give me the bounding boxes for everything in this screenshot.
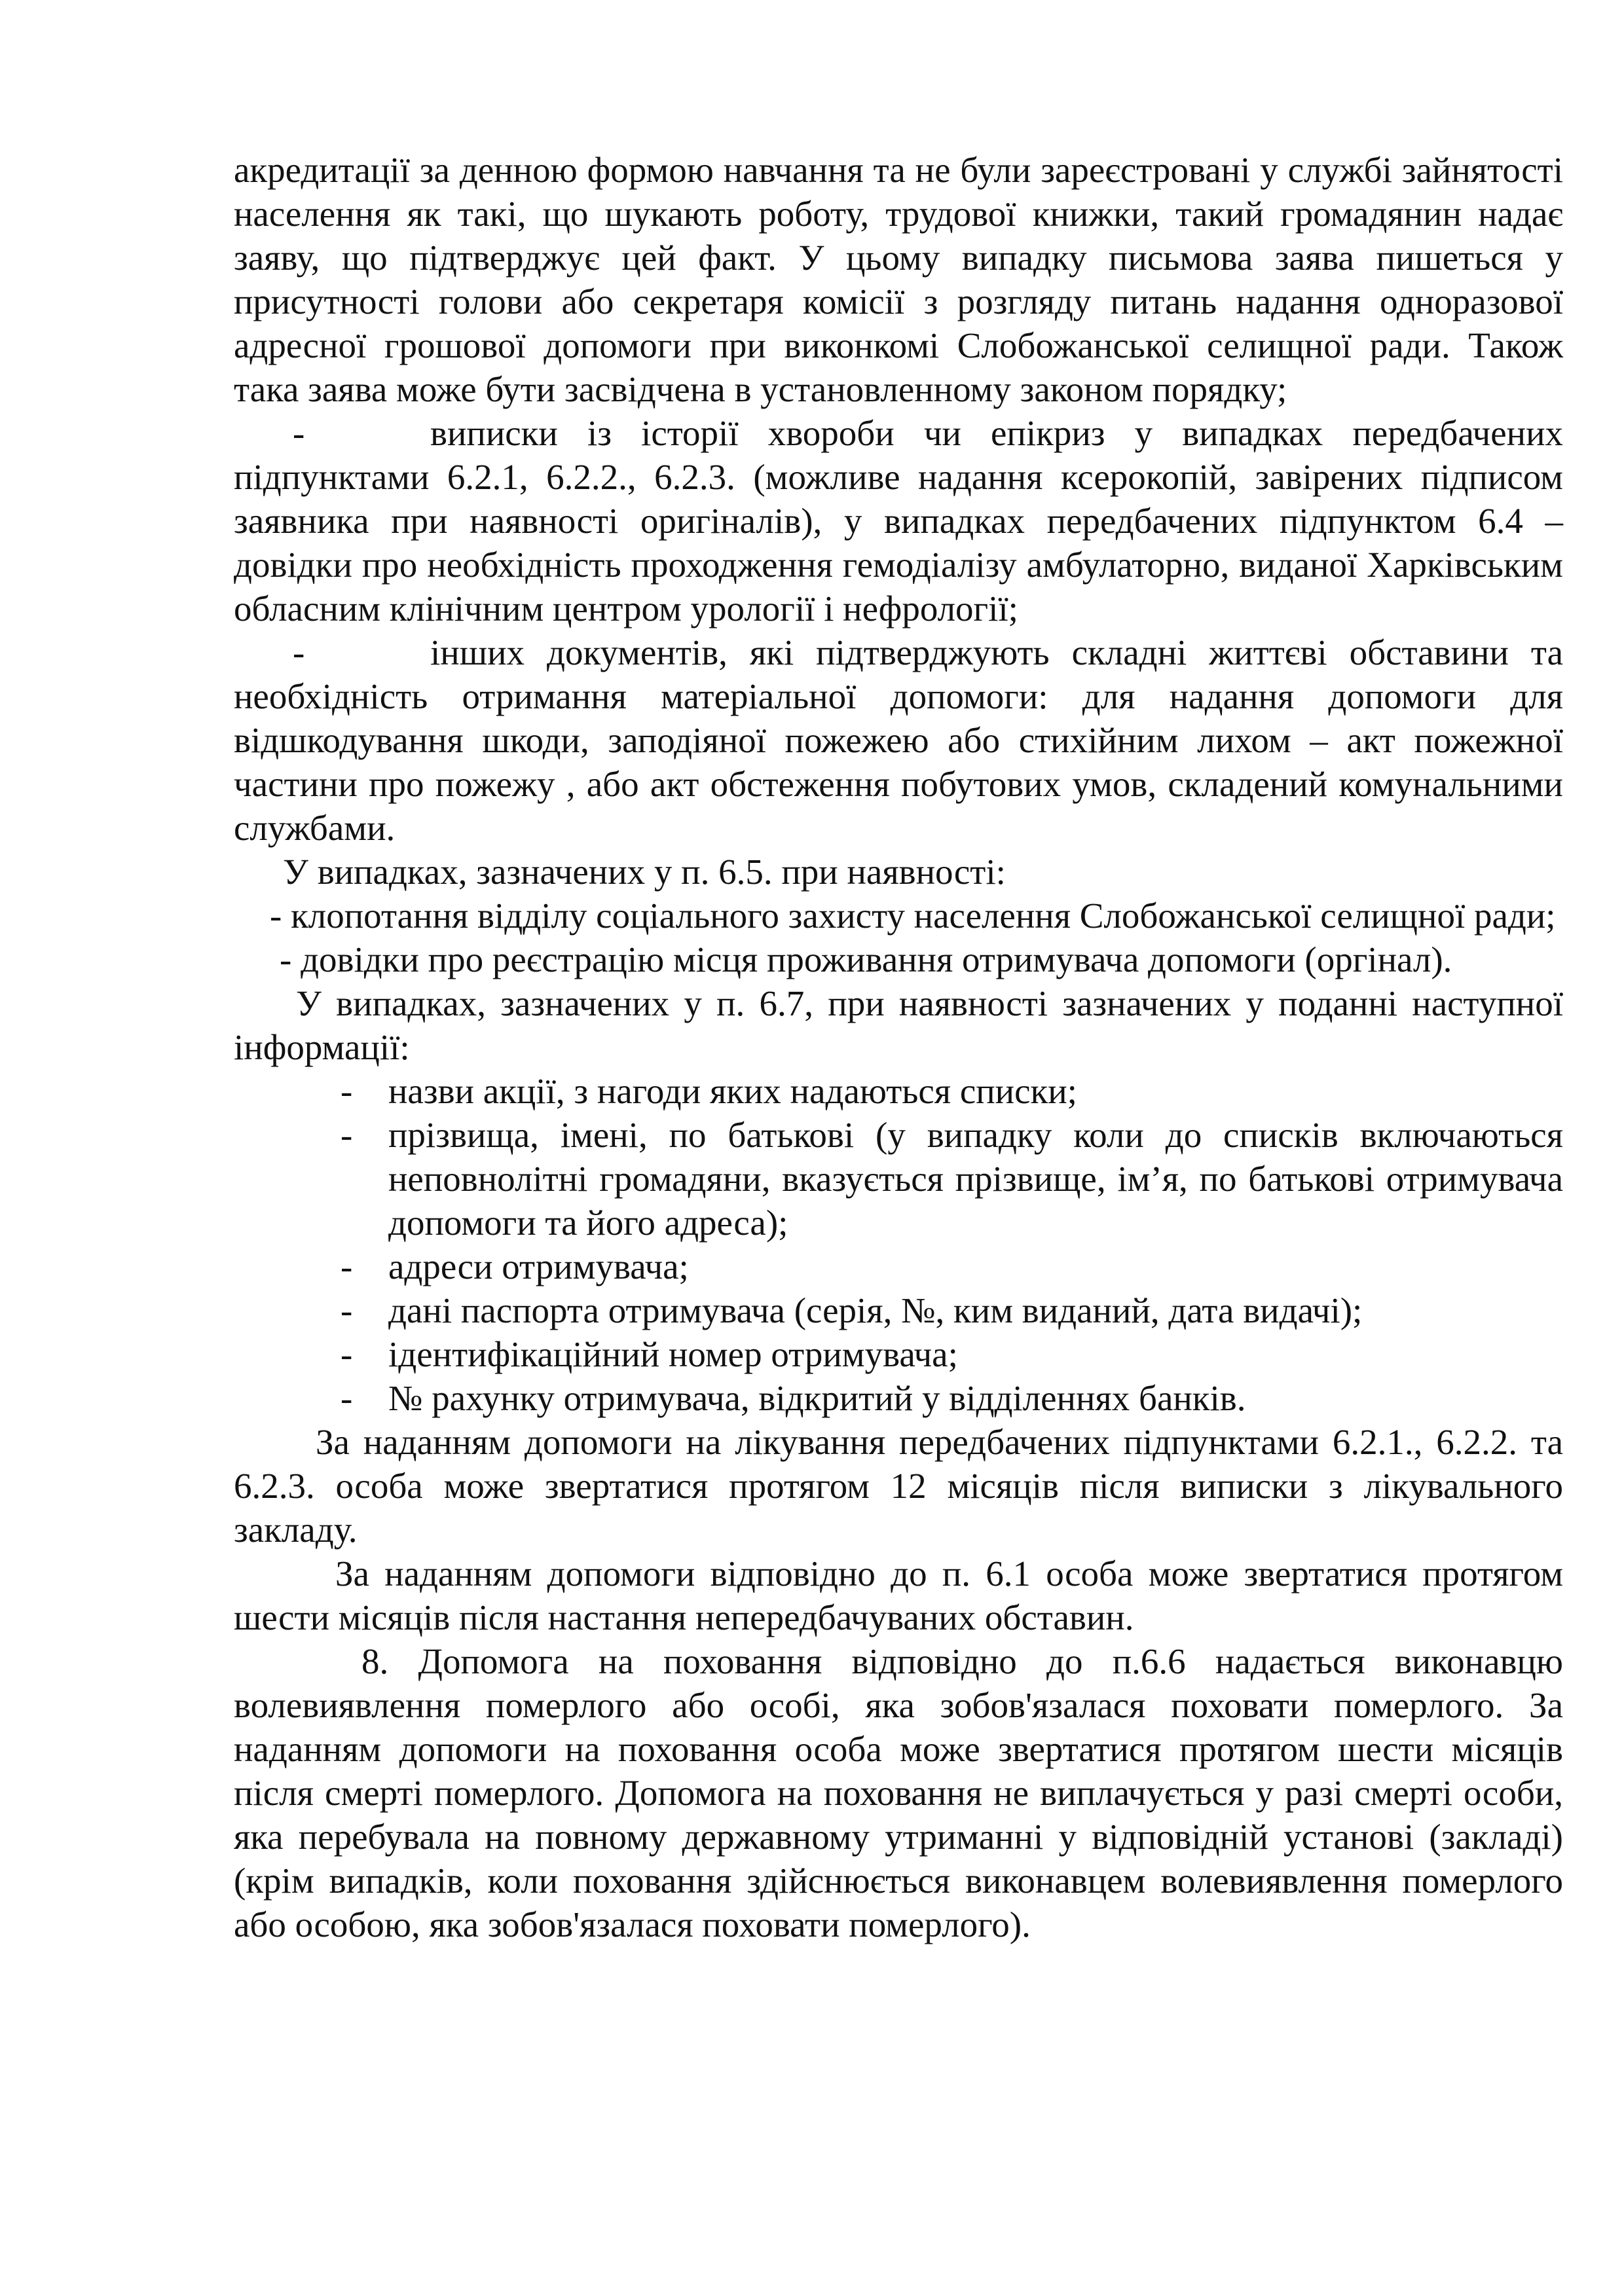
list-item xyxy=(234,1245,1563,1288)
bullet-marker: - xyxy=(341,1071,353,1111)
list-item-text: прізвища, імені, по батькові (у випадку коли до списків включаються неповнолітні громадяни, вказується прізвище, ім’я, по батькові отримувача допомоги та його адреса); xyxy=(388,1115,1563,1243)
list-item xyxy=(234,1288,1563,1332)
dash-item-other-documents xyxy=(234,630,1563,850)
list-item-text: дані паспорта отримувача (серія, №, ким виданий, дата видачі); xyxy=(388,1290,1363,1330)
dash-marker: - xyxy=(293,632,305,672)
list-item xyxy=(234,1376,1563,1420)
list-item-text: № рахунку отримувача, відкритий у відділеннях банків. xyxy=(388,1378,1246,1418)
case-6-5-item-petition: - клопотання відділу соціального захисту населення Слобожанської селищної ради; xyxy=(270,896,1556,936)
dash-item-text: інших документів, які підтверджують складні життєві обставини та необхідність отримання матеріальної допомоги: для надання допомоги для відшкодування шкоди, заподіяної пожежею або стихійним лихом – акт пожежної частини про пожежу , або акт обстеження побутових умов, складений комунальними службами. xyxy=(234,632,1563,848)
dash-item-text: виписки із історії хвороби чи епікриз у випадках передбачених підпунктами 6.2.1, 6.2.2., 6.2.3. (можливе надання ксерокопій, завірених підписом заявника при наявності оригіналів), у випадках передбачених підпунктом 6.4 – довідки про необхідність проходження гемодіалізу амбулаторно, виданої Харківським обласним клінічним центром урології і нефрології; xyxy=(234,413,1563,629)
list-item xyxy=(234,1113,1563,1245)
paragraph-accreditation: акредитації за денною формою навчання та не були зареєстровані у службі зайнятості населення як такі, що шукають роботу, трудової книжки, такий громадянин надає заяву, що підтверджує цей факт. У цьому випадку письмова заява пишеться у присутності голови або секретаря комісії з розгляду питань надання одноразової адресної грошової допомоги при виконкомі Слобожанської селищної ради. Також така заява може бути засвідчена в установленному законом порядку; xyxy=(234,150,1563,409)
document-page xyxy=(234,148,1563,1946)
paragraph-case-6-5: У випадках, зазначених у п. 6.5. при наявності: xyxy=(283,852,1006,892)
case-6-5-item-registration: - довідки про реєстрацію місця проживання отримувача допомоги (оргінал). xyxy=(280,939,1452,979)
bullet-marker: - xyxy=(341,1334,353,1374)
dash-item-medical-extract xyxy=(234,411,1563,630)
bullet-marker: - xyxy=(341,1290,353,1330)
paragraph-case-6-7: У випадках, зазначених у п. 6.7, при наявності зазначених у поданні наступної інформації: xyxy=(234,983,1563,1067)
paragraph-treatment-deadline: За наданням допомоги на лікування передбачених підпунктами 6.2.1., 6.2.2. та 6.2.3. особа може звертатися протягом 12 місяців після виписки з лікувального закладу. xyxy=(234,1422,1563,1550)
list-item-text: назви акції, з нагоди яких надаються списки; xyxy=(388,1071,1077,1111)
bullet-marker: - xyxy=(341,1247,353,1286)
list-item-text: ідентифікаційний номер отримувача; xyxy=(388,1334,958,1374)
dash-marker: - xyxy=(293,413,305,453)
list-item xyxy=(234,1069,1563,1113)
paragraph-burial-assistance: 8. Допомога на поховання відповідно до п.6.6 надається виконавцю волевиявлення померлого або особі, яка зобов'язалася поховати померлого. За наданням допомоги на поховання особа може звертатися протягом шести місяців після смерті померлого. Допомога на поховання не виплачується у разі смерті особи, яка перебувала на повному державному утриманні у відповідній установі (закладі) (крім випадків, коли поховання здійснюється виконавцем волевиявлення померлого або особою, яка зобов'язалася поховати померлого). xyxy=(234,1641,1563,1944)
paragraph-circumstances-deadline: За наданням допомоги відповідно до п. 6.1 особа може звертатися протягом шести місяців після настання непередбачуваних обставин. xyxy=(234,1554,1563,1637)
bullet-marker: - xyxy=(341,1378,353,1418)
info-list xyxy=(234,1069,1563,1420)
bullet-marker: - xyxy=(341,1115,353,1155)
list-item-text: адреси отримувача; xyxy=(388,1247,689,1286)
list-item xyxy=(234,1332,1563,1376)
